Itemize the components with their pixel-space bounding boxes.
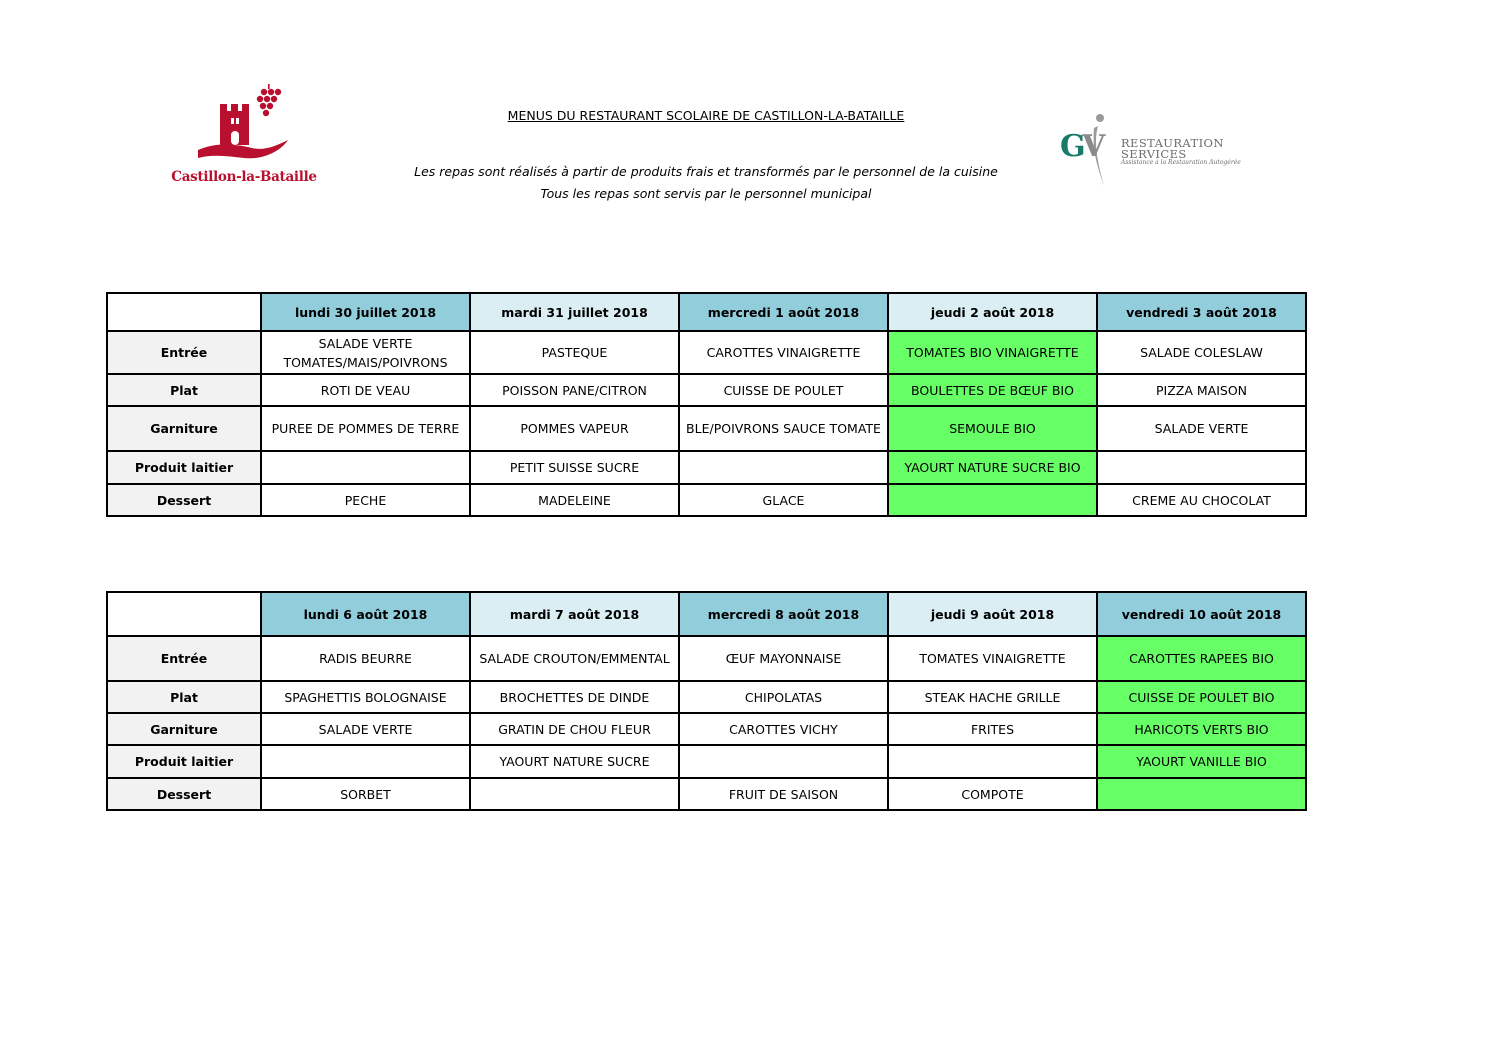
table-row: [107, 681, 1306, 713]
menu-cell: PECHE: [261, 484, 470, 516]
menu-cell: RADIS BEURRE: [261, 636, 470, 681]
corner-cell: [107, 293, 261, 331]
menu-cell: SALADE CROUTON/EMMENTAL: [470, 636, 679, 681]
menu-cell: CUISSE DE POULET: [679, 374, 888, 406]
table-row: [107, 451, 1306, 484]
menu-cell: [261, 451, 470, 484]
restauration-text: RESTAURATION: [1121, 136, 1224, 150]
table-header-row: [107, 592, 1306, 636]
table-row: [107, 778, 1306, 810]
services-text: SERVICES: [1121, 147, 1187, 161]
row-label-garniture: Garniture: [107, 406, 261, 451]
menu-cell: MADELEINE: [470, 484, 679, 516]
day-header: vendredi 3 août 2018: [1097, 293, 1306, 331]
table-row: [107, 331, 1306, 374]
table-row: [107, 745, 1306, 778]
menu-cell: BROCHETTES DE DINDE: [470, 681, 679, 713]
menu-cell: PIZZA MAISON: [1097, 374, 1306, 406]
day-header: mardi 31 juillet 2018: [470, 293, 679, 331]
menu-cell-bio: [1097, 778, 1306, 810]
menu-cell-bio: YAOURT NATURE SUCRE BIO: [888, 451, 1097, 484]
day-header: mercredi 1 août 2018: [679, 293, 888, 331]
menu-cell: SORBET: [261, 778, 470, 810]
menu-cell: PASTEQUE: [470, 331, 679, 374]
logo-tagline: Assistance à la Restauration Autogérée: [1121, 159, 1241, 166]
row-label-plat: Plat: [107, 681, 261, 713]
menu-cell: FRUIT DE SAISON: [679, 778, 888, 810]
menu-cell-bio: CUISSE DE POULET BIO: [1097, 681, 1306, 713]
menu-cell-line: SALADE VERTE: [318, 335, 413, 351]
table-header-row: [107, 293, 1306, 331]
menu-cell: SALADE VERTE: [261, 713, 470, 745]
row-label-dessert: Dessert: [107, 778, 261, 810]
menu-cell: COMPOTE: [888, 778, 1097, 810]
subtitle-line-2: Tous les repas sont servis par le personnel municipal: [540, 186, 872, 201]
svg-text:G: G: [1060, 129, 1086, 164]
gv-monogram-icon: [1058, 108, 1122, 190]
menu-cell: ŒUF MAYONNAISE: [679, 636, 888, 681]
table-row: [107, 374, 1306, 406]
menu-cell: GRATIN DE CHOU FLEUR: [470, 713, 679, 745]
menu-cell: CAROTTES VINAIGRETTE: [679, 331, 888, 374]
table-row: [107, 406, 1306, 451]
subtitle-line-1: Les repas sont réalisés à partir de produits frais et transformés par le personnel de la cuisine: [414, 164, 998, 179]
menu-cell: SALADE COLESLAW: [1097, 331, 1306, 374]
row-label-garniture: Garniture: [107, 713, 261, 745]
menu-cell-bio: HARICOTS VERTS BIO: [1097, 713, 1306, 745]
menu-cell-bio: BOULETTES DE BŒUF BIO: [888, 374, 1097, 406]
menu-cell: [261, 331, 470, 374]
svg-text:V: V: [1082, 129, 1106, 164]
menu-cell: [1097, 451, 1306, 484]
menu-cell-bio: CAROTTES RAPEES BIO: [1097, 636, 1306, 681]
menu-cell: ROTI DE VEAU: [261, 374, 470, 406]
row-label-produit-laitier: Produit laitier: [107, 451, 261, 484]
menu-cell: TOMATES VINAIGRETTE: [888, 636, 1097, 681]
day-header: jeudi 2 août 2018: [888, 293, 1097, 331]
menu-cell: [679, 745, 888, 778]
menu-cell: CREME AU CHOCOLAT: [1097, 484, 1306, 516]
corner-cell: [107, 592, 261, 636]
menu-cell: [679, 451, 888, 484]
town-name: Castillon-la-Bataille: [171, 169, 317, 185]
menu-cell: CHIPOLATAS: [679, 681, 888, 713]
row-label-dessert: Dessert: [107, 484, 261, 516]
menu-cell: GLACE: [679, 484, 888, 516]
menu-table-week-1: [106, 292, 1307, 517]
menu-cell: POISSON PANE/CITRON: [470, 374, 679, 406]
day-header: jeudi 9 août 2018: [888, 592, 1097, 636]
menu-cell-bio: YAOURT VANILLE BIO: [1097, 745, 1306, 778]
menu-cell-bio: SEMOULE BIO: [888, 406, 1097, 451]
menu-cell: STEAK HACHE GRILLE: [888, 681, 1097, 713]
castle-tower-with-grapes-icon: [196, 84, 292, 168]
table-row: [107, 713, 1306, 745]
menu-cell-bio: TOMATES BIO VINAIGRETTE: [888, 331, 1097, 374]
menu-cell: YAOURT NATURE SUCRE: [470, 745, 679, 778]
menu-cell: [261, 745, 470, 778]
menu-cell: BLE/POIVRONS SAUCE TOMATE: [679, 406, 888, 451]
menu-cell: SPAGHETTIS BOLOGNAISE: [261, 681, 470, 713]
page-title: MENUS DU RESTAURANT SCOLAIRE DE CASTILLON-LA-BATAILLE: [507, 108, 905, 123]
table-row: [107, 636, 1306, 681]
day-header: vendredi 10 août 2018: [1097, 592, 1306, 636]
menu-cell-bio: [888, 484, 1097, 516]
row-label-plat: Plat: [107, 374, 261, 406]
day-header: mardi 7 août 2018: [470, 592, 679, 636]
menu-cell: FRITES: [888, 713, 1097, 745]
row-label-produit-laitier: Produit laitier: [107, 745, 261, 778]
gv-restauration-logo: [1058, 108, 1258, 190]
day-header: lundi 6 août 2018: [261, 592, 470, 636]
menu-cell: CAROTTES VICHY: [679, 713, 888, 745]
menu-cell: [888, 745, 1097, 778]
day-header: lundi 30 juillet 2018: [261, 293, 470, 331]
menu-cell-line: TOMATES/MAIS/POIVRONS: [283, 354, 448, 370]
menu-cell: [470, 778, 679, 810]
menu-cell: POMMES VAPEUR: [470, 406, 679, 451]
menu-cell: PUREE DE POMMES DE TERRE: [261, 406, 470, 451]
table-row: [107, 484, 1306, 516]
menu-cell: SALADE VERTE: [1097, 406, 1306, 451]
row-label-entree: Entrée: [107, 331, 261, 374]
row-label-entree: Entrée: [107, 636, 261, 681]
day-header: mercredi 8 août 2018: [679, 592, 888, 636]
menu-table-week-2: [106, 591, 1307, 811]
menu-cell: PETIT SUISSE SUCRE: [470, 451, 679, 484]
